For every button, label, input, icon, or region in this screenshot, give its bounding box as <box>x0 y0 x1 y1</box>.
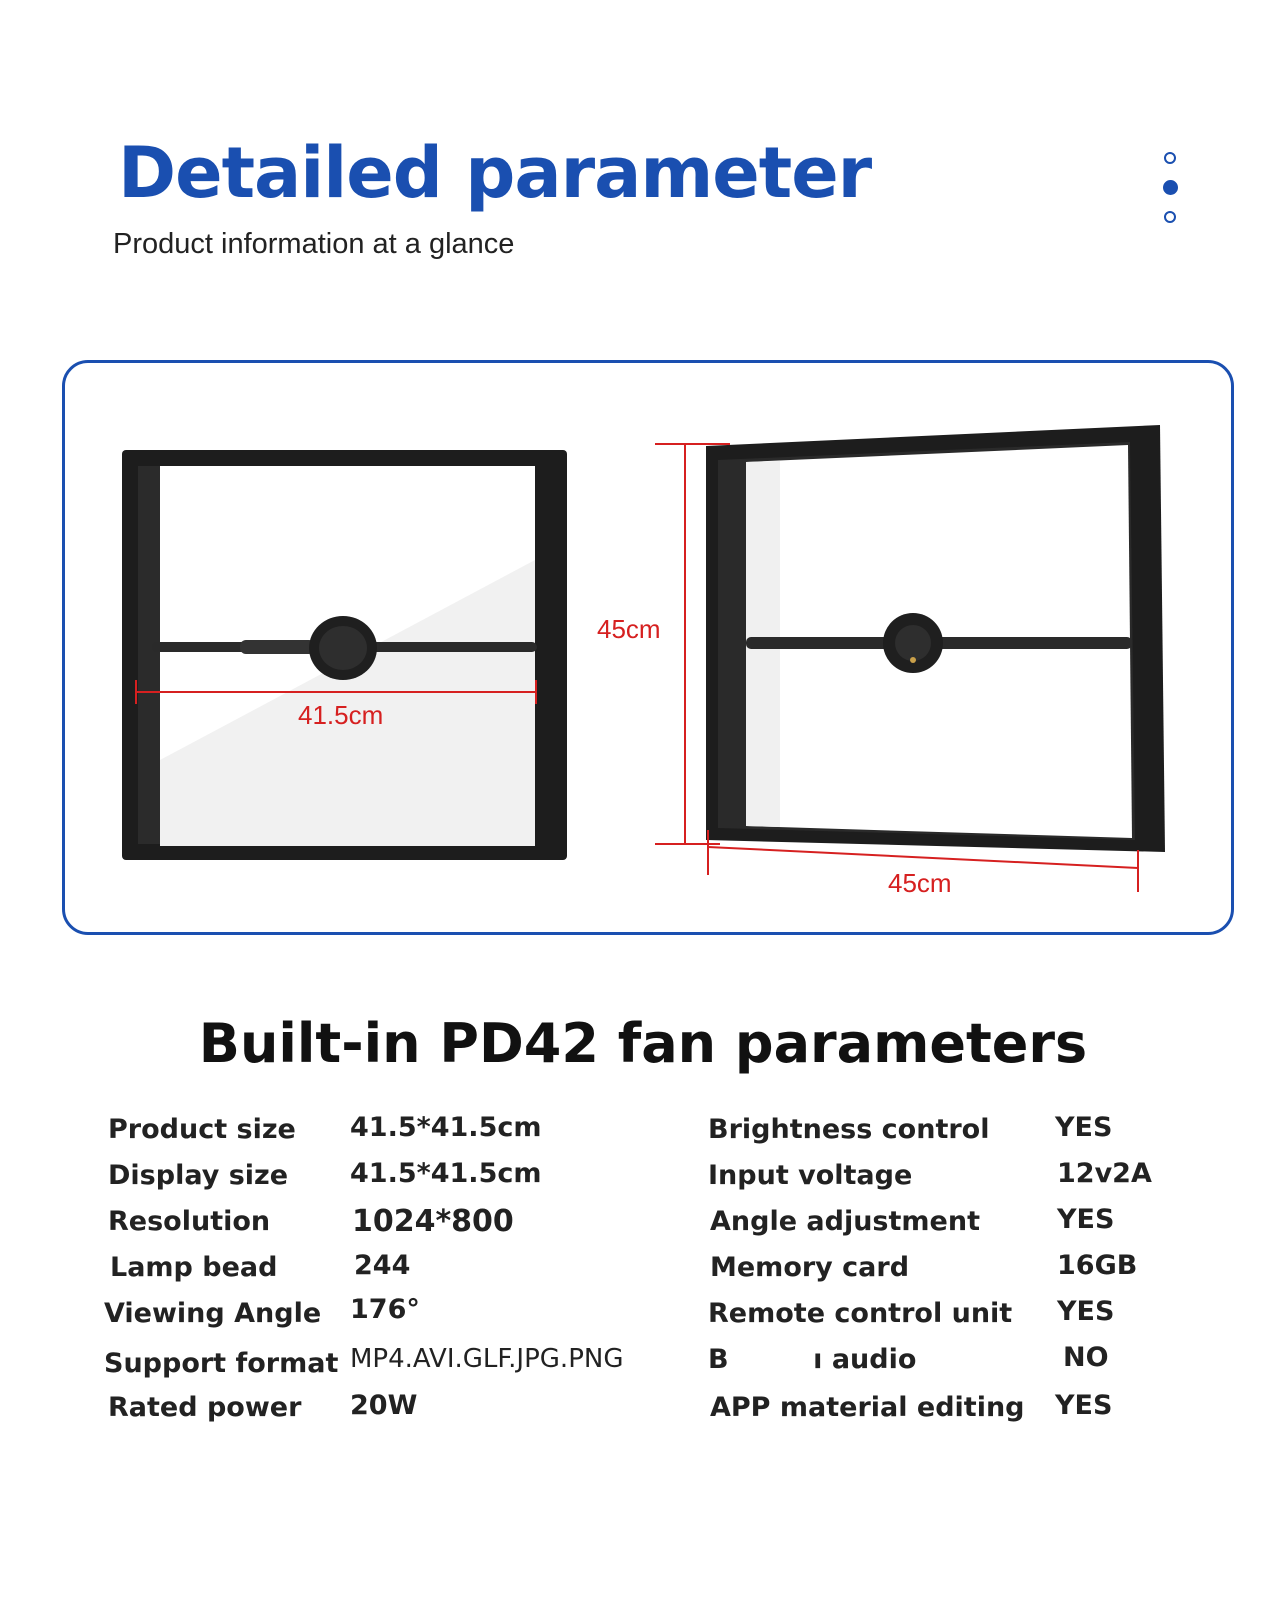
spec-label: Lamp bead <box>110 1252 278 1283</box>
spec-value: 244 <box>354 1250 411 1281</box>
spec-label: Product size <box>108 1114 296 1145</box>
spec-label: Rated power <box>108 1392 302 1423</box>
spec-value: 12v2A <box>1057 1158 1152 1189</box>
dimension-label-width-right: 45cm <box>888 868 952 898</box>
angled-view-product <box>706 425 1165 852</box>
spec-label: APP material editing <box>710 1392 1025 1423</box>
page-subtitle: Product information at a glance <box>113 228 515 260</box>
spec-value: NO <box>1063 1342 1109 1373</box>
spec-value: 1024*800 <box>352 1204 514 1239</box>
spec-value: 16GB <box>1057 1250 1138 1281</box>
spec-value: 20W <box>350 1390 418 1421</box>
spec-value: YES <box>1057 1296 1115 1327</box>
spec-value: 41.5*41.5cm <box>350 1112 542 1143</box>
spec-label: Memory card <box>710 1252 910 1283</box>
dimension-label-width-left: 41.5cm <box>298 700 384 730</box>
spec-label: Support format <box>104 1348 339 1379</box>
spec-label: Brightness control <box>708 1114 990 1145</box>
spec-value: 176° <box>350 1294 420 1325</box>
spec-label: Display size <box>108 1160 289 1191</box>
spec-value: YES <box>1057 1204 1115 1235</box>
spec-value: YES <box>1055 1112 1113 1143</box>
spec-label: Input voltage <box>708 1160 913 1191</box>
spec-label: Angle adjustment <box>710 1206 980 1237</box>
spec-label: Resolution <box>108 1206 271 1237</box>
page-title: Detailed parameter <box>118 132 872 214</box>
spec-label: Viewing Angle <box>104 1298 322 1329</box>
spec-label: B ı audio <box>708 1344 917 1375</box>
spec-value: YES <box>1055 1390 1113 1421</box>
spec-value: 41.5*41.5cm <box>350 1158 542 1189</box>
front-view-product <box>122 450 567 860</box>
spec-label: Remote control unit <box>708 1298 1013 1329</box>
specs-heading: Built-in PD42 fan parameters <box>198 1012 1088 1075</box>
dimension-label-height: 45cm <box>597 614 661 644</box>
spec-value: MP4.AVI.GLF.JPG.PNG <box>350 1344 624 1374</box>
